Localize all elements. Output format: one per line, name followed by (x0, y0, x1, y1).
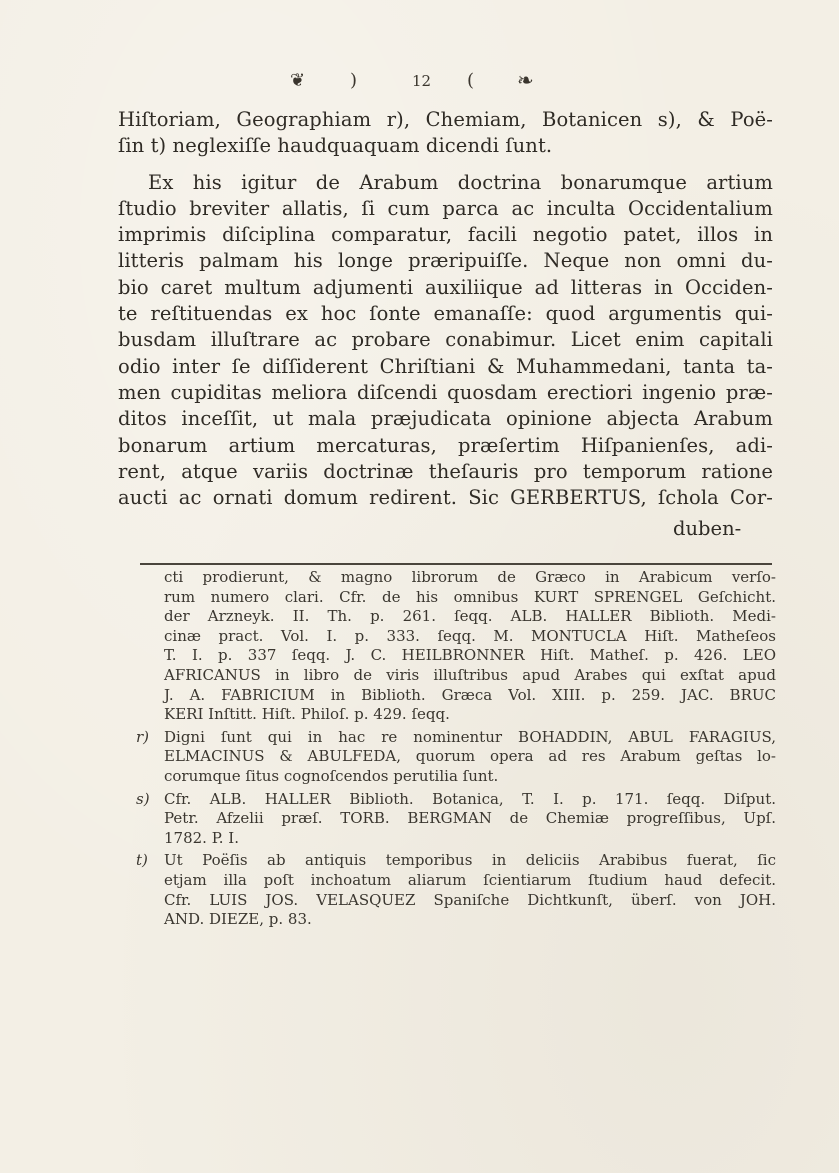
paragraph-1 (118, 107, 773, 160)
text-line: imprimis diſciplina comparatur, facili negotio patet, illos in (118, 223, 773, 247)
page-number: 12 (412, 72, 432, 90)
footnote-line: Petr. Afzelii præſ. TORB. BERGMAN de Chemiæ progreſſibus, Upſ. (164, 809, 776, 828)
text-line: aucti ac ornati domum redirent. Sic GERBERTUS, ſchola Cor- (118, 486, 773, 510)
footnote-line: cti prodierunt, & magno librorum de Græco in Arabicum verſo- (164, 568, 776, 586)
footnote-line: KERI Inſtitt. Hiſt. Philoſ. p. 429. ſeqq. (164, 705, 450, 724)
catchword: duben- (673, 517, 742, 540)
footnote-line: Ut Poëſis ab antiquis temporibus in deliciis Arabibus fuerat, ſic (164, 851, 776, 870)
text-line: te reſtituendas ex hoc ſonte emanaſſe: quod argumentis qui- (118, 302, 773, 326)
footnote-continued (136, 568, 776, 725)
text-line: ſin t) neglexiſſe haudquaquam dicendi ſunt. (118, 134, 553, 158)
main-text (118, 107, 773, 511)
footnote-line: rum numero clari. Cfr. de his omnibus KURT SPRENGEL Geſchicht. (164, 587, 776, 606)
footnote-line: AFRICANUS in libro de viris illuſtribus apud Arabes qui exſtat apud (164, 665, 776, 684)
right-ornament-icon: ❧ (517, 68, 534, 92)
text-line: odio inter ſe diſſiderent Chriſtiani & Muhammedani, tanta ta- (118, 354, 773, 378)
footnote-mark: r) (136, 727, 150, 746)
footnote-divider (140, 563, 772, 565)
text-line: ſtudio breviter allatis, ſi cum parca ac inculta Occidentalium (118, 196, 773, 220)
footnote-t (136, 851, 776, 929)
running-header (0, 70, 839, 100)
footnote-line: cinæ pract. Vol. I. p. 333. ſeqq. M. MONTUCLA Hiſt. Matheſeos (164, 626, 776, 645)
footnote-line: T. I. p. 337 ſeqq. J. C. HEILBRONNER Hiſt. Matheſ. p. 426. LEO (164, 646, 776, 665)
text-line: rent, atque variis doctrinæ theſauris pro temporum ratione (118, 459, 773, 483)
text-line: Ex his igitur de Arabum doctrina bonarumque artium (148, 170, 773, 194)
text-line: bonarum artium mercaturas, præſertim Hiſpanienſes, adi- (118, 433, 773, 457)
footnote-line: etjam illa poſt inchoatum aliarum ſcientiarum ſtudium haud defecit. (164, 870, 776, 889)
footnotes (136, 568, 776, 933)
paragraph-2 (118, 170, 773, 512)
footnote-mark: s) (136, 789, 150, 808)
text-line: men cupiditas meliora diſcendi quosdam erectiori ingenio præ- (118, 380, 773, 404)
footnote-line: Cfr. LUIS JOS. VELASQUEZ Spaniſche Dichtkunſt, überſ. von JOH. (164, 890, 776, 909)
footnote-line: der Arzneyk. II. Th. p. 261. ſeqq. ALB. HALLER Biblioth. Medi- (164, 607, 776, 626)
footnote-s (136, 790, 776, 849)
text-line: Hiſtoriam, Geographiam r), Chemiam, Botanicen s), & Poë- (118, 108, 773, 131)
footnote-line: 1782. P. I. (164, 828, 239, 847)
footnote-line: AND. DIEZE, p. 83. (164, 910, 312, 929)
footnote-line: Cfr. ALB. HALLER Biblioth. Botanica, T. I. p. 171. ſeqq. Diſput. (164, 789, 776, 808)
footnote-line: ELMACINUS & ABULFEDA, quorum opera ad res Arabum geſtas lo- (164, 747, 776, 766)
footnote-line: J. A. FABRICIUM in Biblioth. Græca Vol. XIII. p. 259. JAC. BRUC (164, 685, 776, 704)
header-right-paren: ( (467, 70, 475, 91)
text-line: ditos inceſſit, ut mala præjudicata opinione abjecta Arabum (118, 407, 773, 431)
text-line: busdam illuſtrare ac probare conabimur. Licet enim capitali (118, 328, 773, 352)
left-ornament-icon: ❦ (290, 70, 306, 91)
text-line: litteris palmam his longe præripuiſſe. Neque non omni du- (118, 249, 773, 273)
text-line: bio caret multum adjumenti auxiliique ad litteras in Occiden- (118, 275, 773, 299)
footnote-line: corumque ſitus cognoſcendos perutilia ſunt. (164, 766, 499, 785)
footnote-line: Digni ſunt qui in hac re nominentur BOHADDIN, ABUL FARAGIUS, (164, 727, 776, 746)
footnote-r (136, 728, 776, 787)
footnote-mark: t) (136, 851, 148, 870)
header-left-paren: ) (350, 70, 358, 91)
